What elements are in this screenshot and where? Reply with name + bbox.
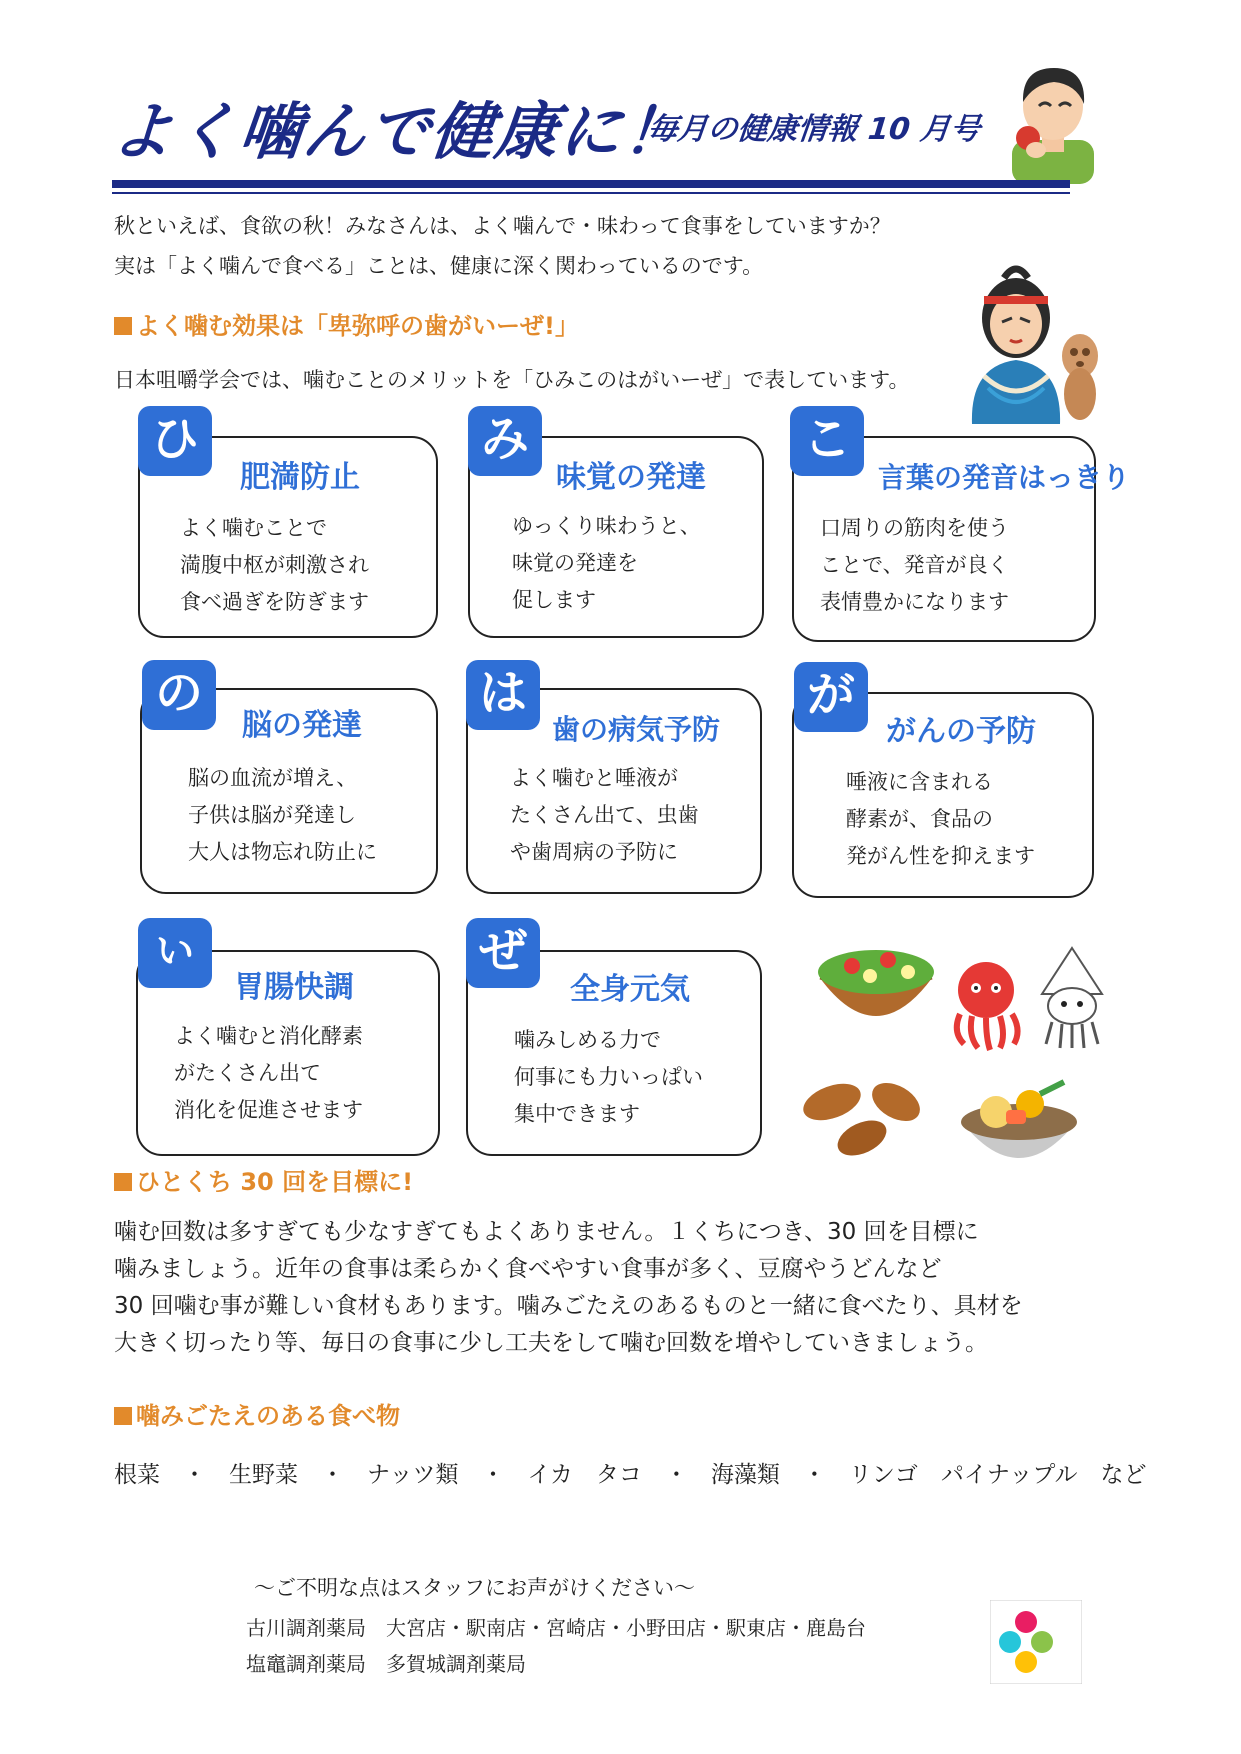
card-title: 肥満防止 xyxy=(240,460,360,495)
card-line: 消化を促進させます xyxy=(174,1098,363,1122)
section-heading-himiko xyxy=(114,306,579,341)
kana-badge: み xyxy=(468,406,542,476)
simmered-vegetables-illustration xyxy=(956,1070,1082,1180)
himiko-illustration xyxy=(954,256,1104,426)
intro-line-2: 実は「よく噛んで食べる」ことは、健康に深く関わっているのです。 xyxy=(114,254,764,278)
card-text xyxy=(188,760,377,871)
card-line: 表情豊かになります xyxy=(820,590,1009,614)
card-line: よく噛むことで xyxy=(180,516,327,540)
card-line: 促します xyxy=(512,588,596,612)
section-heading-text: 噛みごたえのある食べ物 xyxy=(136,1402,400,1430)
card-line: 酵素が、食品の xyxy=(846,807,993,831)
card-text xyxy=(820,510,1009,621)
section-heading-text: ひとくち 30 回を目標に! xyxy=(136,1168,414,1196)
card-line: 食べ過ぎを防ぎます xyxy=(180,590,369,614)
card-line: 満腹中枢が刺激され xyxy=(180,553,369,577)
card-line: 口周りの筋肉を使う xyxy=(820,516,1009,540)
body-line: 大きく切ったり等、毎日の食事に少し工夫をして噛む回数を増やしていきましょう。 xyxy=(114,1330,988,1356)
body-line: 噛みましょう。近年の食事は柔らかく食べやすい食事が多く、豆腐やうどんなど xyxy=(114,1256,942,1282)
card-title: 全身元気 xyxy=(570,972,690,1007)
card-line: 脳の血流が増え、 xyxy=(188,766,358,790)
kana-badge: ぜ xyxy=(466,918,540,988)
salad-bowl-illustration xyxy=(812,936,940,1038)
card-line: 発がん性を抑えます xyxy=(846,844,1035,868)
footer-stores-2: 塩竈調剤薬局 多賀城調剤薬局 xyxy=(246,1652,526,1676)
intro-line-1: 秋といえば、食欲の秋！みなさんは、よく噛んで・味わって食事をしていますか？ xyxy=(114,214,891,238)
section2-body xyxy=(114,1214,1023,1362)
boy-eating-apple-illustration xyxy=(1004,58,1100,184)
footer-stores-1: 古川調剤薬局 大宮店・駅南店・宮崎店・小野田店・駅東店・鹿島台 xyxy=(246,1616,866,1640)
orange-square-icon xyxy=(114,1407,132,1425)
kana-badge: いー xyxy=(138,918,212,988)
card-line: がたくさん出て xyxy=(174,1061,321,1085)
card-text xyxy=(846,764,1035,875)
footer-note: ～ご不明な点はスタッフにお声がけください～ xyxy=(254,1576,695,1600)
body-line: 噛む回数は多すぎても少なすぎてもよくありません。１くちにつき、30 回を目標に xyxy=(114,1219,979,1245)
page-title: よく噛んで健康に！ xyxy=(107,95,692,168)
body-line: 30 回噛む事が難しい食材もあります。噛みごたえのあるものと一緒に食べたり、具材を xyxy=(114,1293,1023,1319)
kana-badge: ひ xyxy=(138,406,212,476)
card-text xyxy=(512,508,701,619)
card-title: 脳の発達 xyxy=(242,708,362,743)
card-line: ゆっくり味わうと、 xyxy=(512,514,701,538)
company-logo xyxy=(990,1600,1082,1684)
card-text xyxy=(510,760,699,871)
card-line: 唾液に含まれる xyxy=(846,770,993,794)
squid-illustration xyxy=(1032,944,1112,1050)
orange-square-icon xyxy=(114,1173,132,1191)
card-text xyxy=(174,1018,363,1129)
food-list: 根菜 ・ 生野菜 ・ ナッツ類 ・ イカ タコ ・ 海藻類 ・ リンゴ パイナップル など xyxy=(114,1462,1147,1488)
header-rule-thin xyxy=(112,192,1070,194)
kana-badge: が xyxy=(794,662,868,732)
card-line: 集中できます xyxy=(514,1102,640,1126)
kana-badge: こ xyxy=(790,406,864,476)
kana-badge: は xyxy=(466,660,540,730)
kana-badge: の xyxy=(142,660,216,730)
almonds-illustration xyxy=(802,1072,924,1158)
card-text xyxy=(180,510,369,621)
card-title: 味覚の発達 xyxy=(556,460,706,495)
section-lead: 日本咀嚼学会では、噛むことのメリットを「ひみこのはがいーぜ」で表しています。 xyxy=(114,368,910,392)
card-line: 何事にも力いっぱい xyxy=(514,1065,703,1089)
card-title: がんの予防 xyxy=(886,714,1036,749)
card-line: たくさん出て、虫歯 xyxy=(510,803,699,827)
card-text xyxy=(514,1022,703,1133)
issue-label: 毎月の健康情報 10 月号 xyxy=(645,112,983,147)
section-heading-30times xyxy=(114,1162,413,1197)
card-line: や歯周病の予防に xyxy=(510,840,678,864)
card-line: ことで、発音が良く xyxy=(820,553,1009,577)
card-title: 言葉の発音はっきり xyxy=(878,461,1131,494)
card-line: 大人は物忘れ防止に xyxy=(188,840,377,864)
card-line: よく噛むと唾液が xyxy=(510,766,678,790)
card-line: 子供は脳が発達し xyxy=(188,803,356,827)
orange-square-icon xyxy=(114,317,132,335)
section-heading-foods xyxy=(114,1396,400,1431)
card-line: 噛みしめる力で xyxy=(514,1028,661,1052)
header-rule-thick xyxy=(112,180,1070,188)
section-heading-text: よく噛む効果は「卑弥呼の歯がいーぜ!」 xyxy=(136,312,579,340)
card-title: 歯の病気予防 xyxy=(552,713,721,746)
card-line: よく噛むと消化酵素 xyxy=(174,1024,363,1048)
card-title: 胃腸快調 xyxy=(234,970,354,1005)
card-line: 味覚の発達を xyxy=(512,551,638,575)
octopus-illustration xyxy=(944,956,1026,1052)
